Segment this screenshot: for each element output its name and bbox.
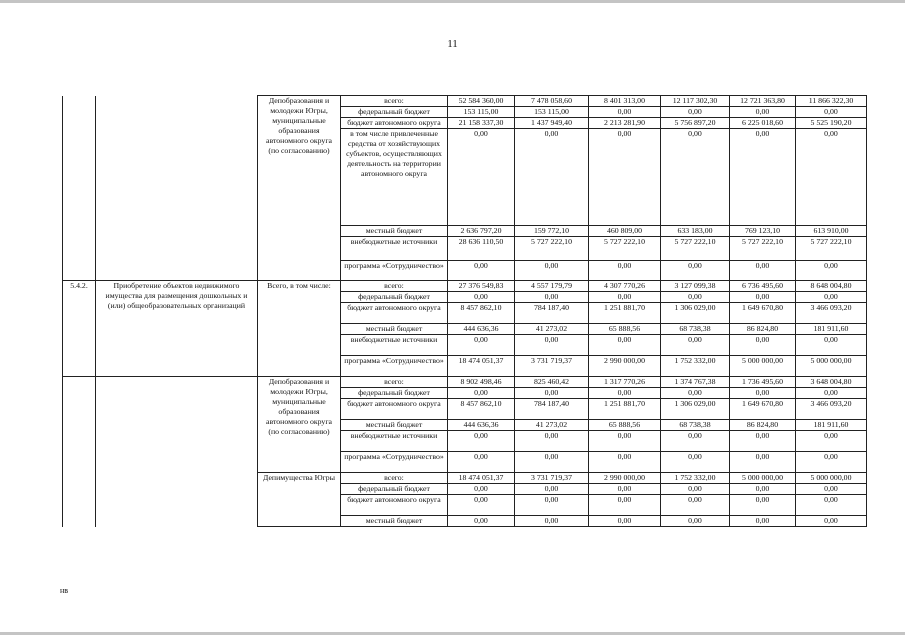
amount-cell: 0,00: [589, 495, 661, 516]
amount-cell: 0,00: [796, 129, 867, 226]
amount-cell: 460 809,00: [589, 226, 661, 237]
amount-cell: 7 478 058,60: [515, 96, 589, 107]
amount-cell: 444 636,36: [448, 324, 515, 335]
funding-source: федеральный бюджет: [341, 292, 448, 303]
amount-cell: 3 127 099,38: [661, 281, 730, 292]
amount-cell: 0,00: [448, 129, 515, 226]
amount-cell: 1 649 670,80: [730, 303, 796, 324]
table-row: [63, 377, 867, 388]
funding-source: внебюджетные источники: [341, 335, 448, 356]
amount-cell: 1 306 029,00: [661, 303, 730, 324]
amount-cell: 1 736 495,60: [730, 377, 796, 388]
amount-cell: 2 990 000,00: [589, 473, 661, 484]
amount-cell: 0,00: [796, 495, 867, 516]
amount-cell: 18 474 051,37: [448, 356, 515, 377]
amount-cell: 68 738,38: [661, 420, 730, 431]
amount-cell: 0,00: [796, 388, 867, 399]
funding-source: бюджет автономного округа: [341, 495, 448, 516]
amount-cell: 784 187,40: [515, 399, 589, 420]
scan-top-edge: [0, 0, 905, 3]
amount-cell: 0,00: [730, 335, 796, 356]
amount-cell: 0,00: [730, 292, 796, 303]
amount-cell: 1 437 949,40: [515, 118, 589, 129]
amount-cell: 159 772,10: [515, 226, 589, 237]
amount-cell: 0,00: [448, 388, 515, 399]
amount-cell: 27 376 549,83: [448, 281, 515, 292]
amount-cell: 0,00: [515, 484, 589, 495]
funding-source: федеральный бюджет: [341, 484, 448, 495]
amount-cell: 0,00: [796, 335, 867, 356]
table-row: [63, 281, 867, 292]
amount-cell: 0,00: [448, 292, 515, 303]
amount-cell: 0,00: [796, 107, 867, 118]
amount-cell: 1 649 670,80: [730, 399, 796, 420]
funding-source: всего:: [341, 281, 448, 292]
amount-cell: 0,00: [796, 452, 867, 473]
funding-source: всего:: [341, 96, 448, 107]
amount-cell: 65 888,56: [589, 324, 661, 335]
amount-cell: 0,00: [661, 452, 730, 473]
item-number-cont: [63, 96, 96, 281]
amount-cell: 0,00: [589, 107, 661, 118]
amount-cell: 0,00: [661, 495, 730, 516]
amount-cell: 0,00: [661, 484, 730, 495]
scan-bottom-edge: [0, 632, 905, 635]
funding-source: внебюджетные источники: [341, 431, 448, 452]
amount-cell: 5 727 222,10: [515, 237, 589, 261]
amount-cell: 41 273,02: [515, 420, 589, 431]
funding-source: местный бюджет: [341, 324, 448, 335]
amount-cell: 0,00: [515, 452, 589, 473]
amount-cell: 0,00: [515, 516, 589, 527]
amount-cell: 0,00: [661, 292, 730, 303]
amount-cell: 8 648 004,80: [796, 281, 867, 292]
amount-cell: 5 000 000,00: [796, 356, 867, 377]
amount-cell: 0,00: [515, 495, 589, 516]
amount-cell: 5 756 897,20: [661, 118, 730, 129]
amount-cell: 0,00: [448, 516, 515, 527]
amount-cell: 0,00: [796, 261, 867, 281]
page-number: 11: [447, 38, 458, 50]
amount-cell: 0,00: [661, 388, 730, 399]
amount-cell: 86 824,80: [730, 324, 796, 335]
executor-cell: Всего, в том числе:: [258, 281, 341, 377]
amount-cell: 3 731 719,37: [515, 473, 589, 484]
amount-cell: 6 225 018,60: [730, 118, 796, 129]
amount-cell: 11 866 322,30: [796, 96, 867, 107]
table-row: [63, 96, 867, 107]
amount-cell: 21 158 337,30: [448, 118, 515, 129]
item-number-cont: [63, 377, 96, 473]
amount-cell: 0,00: [796, 484, 867, 495]
amount-cell: 3 466 093,20: [796, 399, 867, 420]
executor-cell: Депобразования и молодежи Югры, муниципальные образования автономного округа (по согласованию): [258, 377, 341, 473]
amount-cell: 65 888,56: [589, 420, 661, 431]
amount-cell: 0,00: [661, 107, 730, 118]
amount-cell: 1 317 770,26: [589, 377, 661, 388]
amount-cell: 0,00: [796, 292, 867, 303]
funding-source: программа «Сотрудничество»: [341, 261, 448, 281]
amount-cell: 68 738,38: [661, 324, 730, 335]
funding-source: всего:: [341, 377, 448, 388]
amount-cell: 8 902 498,46: [448, 377, 515, 388]
amount-cell: 784 187,40: [515, 303, 589, 324]
funding-source: программа «Сотрудничество»: [341, 452, 448, 473]
amount-cell: 0,00: [448, 452, 515, 473]
amount-cell: 0,00: [730, 431, 796, 452]
amount-cell: 1 752 332,00: [661, 473, 730, 484]
amount-cell: 0,00: [730, 452, 796, 473]
amount-cell: 0,00: [661, 335, 730, 356]
amount-cell: 0,00: [515, 261, 589, 281]
table-row: [63, 473, 867, 484]
amount-cell: 0,00: [730, 484, 796, 495]
amount-cell: 1 752 332,00: [661, 356, 730, 377]
amount-cell: 41 273,02: [515, 324, 589, 335]
amount-cell: 0,00: [730, 129, 796, 226]
amount-cell: 5 000 000,00: [730, 356, 796, 377]
amount-cell: 1 306 029,00: [661, 399, 730, 420]
amount-cell: 5 525 190,20: [796, 118, 867, 129]
funding-source: местный бюджет: [341, 420, 448, 431]
item-name: Приобретение объектов недвижимого имущества для размещения дошкольных и (или) общеобразовательных организаций: [96, 281, 258, 377]
funding-source: федеральный бюджет: [341, 388, 448, 399]
amount-cell: 0,00: [589, 484, 661, 495]
amount-cell: 825 460,42: [515, 377, 589, 388]
amount-cell: 0,00: [796, 516, 867, 527]
amount-cell: 181 911,60: [796, 324, 867, 335]
amount-cell: 153 115,00: [515, 107, 589, 118]
amount-cell: 5 727 222,10: [730, 237, 796, 261]
amount-cell: 5 727 222,10: [796, 237, 867, 261]
amount-cell: 3 466 093,20: [796, 303, 867, 324]
funding-source: местный бюджет: [341, 226, 448, 237]
amount-cell: 181 911,60: [796, 420, 867, 431]
amount-cell: 0,00: [589, 261, 661, 281]
item-name-cont: [96, 473, 258, 527]
amount-cell: 0,00: [730, 261, 796, 281]
amount-cell: 0,00: [730, 495, 796, 516]
amount-cell: 4 557 179,79: [515, 281, 589, 292]
amount-cell: 0,00: [796, 431, 867, 452]
amount-cell: 86 824,80: [730, 420, 796, 431]
amount-cell: 444 636,36: [448, 420, 515, 431]
item-number: 5.4.2.: [63, 281, 96, 377]
funding-source: в том числе привлеченные средства от хозяйствующих субъектов, осуществляющих деятельность на территории автономного округа: [341, 129, 448, 226]
amount-cell: 0,00: [730, 388, 796, 399]
amount-cell: 2 213 281,90: [589, 118, 661, 129]
amount-cell: 0,00: [515, 388, 589, 399]
amount-cell: 12 117 302,30: [661, 96, 730, 107]
amount-cell: 12 721 363,80: [730, 96, 796, 107]
funding-source: внебюджетные источники: [341, 237, 448, 261]
executor-cell: Депимущества Югры: [258, 473, 341, 527]
amount-cell: 0,00: [515, 292, 589, 303]
funding-source: бюджет автономного округа: [341, 118, 448, 129]
amount-cell: 0,00: [515, 129, 589, 226]
amount-cell: 0,00: [589, 388, 661, 399]
item-name-cont: [96, 96, 258, 281]
amount-cell: 0,00: [730, 107, 796, 118]
funding-source: бюджет автономного округа: [341, 399, 448, 420]
amount-cell: 52 584 360,00: [448, 96, 515, 107]
amount-cell: 0,00: [589, 292, 661, 303]
amount-cell: 6 736 495,60: [730, 281, 796, 292]
amount-cell: 0,00: [589, 452, 661, 473]
amount-cell: 0,00: [661, 129, 730, 226]
amount-cell: 5 000 000,00: [730, 473, 796, 484]
amount-cell: 8 457 862,10: [448, 303, 515, 324]
amount-cell: 1 251 881,70: [589, 399, 661, 420]
amount-cell: 0,00: [661, 261, 730, 281]
corner-mark: нв: [60, 586, 69, 595]
amount-cell: 0,00: [515, 431, 589, 452]
amount-cell: 2 636 797,20: [448, 226, 515, 237]
amount-cell: 8 401 313,00: [589, 96, 661, 107]
amount-cell: 1 251 881,70: [589, 303, 661, 324]
amount-cell: 0,00: [661, 431, 730, 452]
amount-cell: 0,00: [730, 516, 796, 527]
amount-cell: 0,00: [515, 335, 589, 356]
amount-cell: 1 374 767,38: [661, 377, 730, 388]
amount-cell: 0,00: [448, 484, 515, 495]
amount-cell: 3 731 719,37: [515, 356, 589, 377]
amount-cell: 0,00: [589, 431, 661, 452]
amount-cell: 0,00: [448, 431, 515, 452]
executor-cell: Депобразования и молодежи Югры, муниципальные образования автономного округа (по согласованию): [258, 96, 341, 281]
funding-source: федеральный бюджет: [341, 107, 448, 118]
amount-cell: 613 910,00: [796, 226, 867, 237]
funding-source: программа «Сотрудничество»: [341, 356, 448, 377]
amount-cell: 4 307 770,26: [589, 281, 661, 292]
amount-cell: 5 727 222,10: [589, 237, 661, 261]
amount-cell: 0,00: [661, 516, 730, 527]
amount-cell: 3 648 004,80: [796, 377, 867, 388]
amount-cell: 0,00: [589, 335, 661, 356]
amount-cell: 28 636 110,50: [448, 237, 515, 261]
funding-source: бюджет автономного округа: [341, 303, 448, 324]
amount-cell: 633 183,00: [661, 226, 730, 237]
amount-cell: 5 000 000,00: [796, 473, 867, 484]
budget-table: [62, 95, 867, 527]
amount-cell: 0,00: [448, 495, 515, 516]
item-name-cont: [96, 377, 258, 473]
funding-source: всего:: [341, 473, 448, 484]
amount-cell: 8 457 862,10: [448, 399, 515, 420]
item-number-cont: [63, 473, 96, 527]
amount-cell: 0,00: [589, 516, 661, 527]
amount-cell: 153 115,00: [448, 107, 515, 118]
amount-cell: 18 474 051,37: [448, 473, 515, 484]
funding-source: местный бюджет: [341, 516, 448, 527]
amount-cell: 0,00: [448, 335, 515, 356]
amount-cell: 0,00: [448, 261, 515, 281]
amount-cell: 5 727 222,10: [661, 237, 730, 261]
amount-cell: 0,00: [589, 129, 661, 226]
amount-cell: 2 990 000,00: [589, 356, 661, 377]
amount-cell: 769 123,10: [730, 226, 796, 237]
